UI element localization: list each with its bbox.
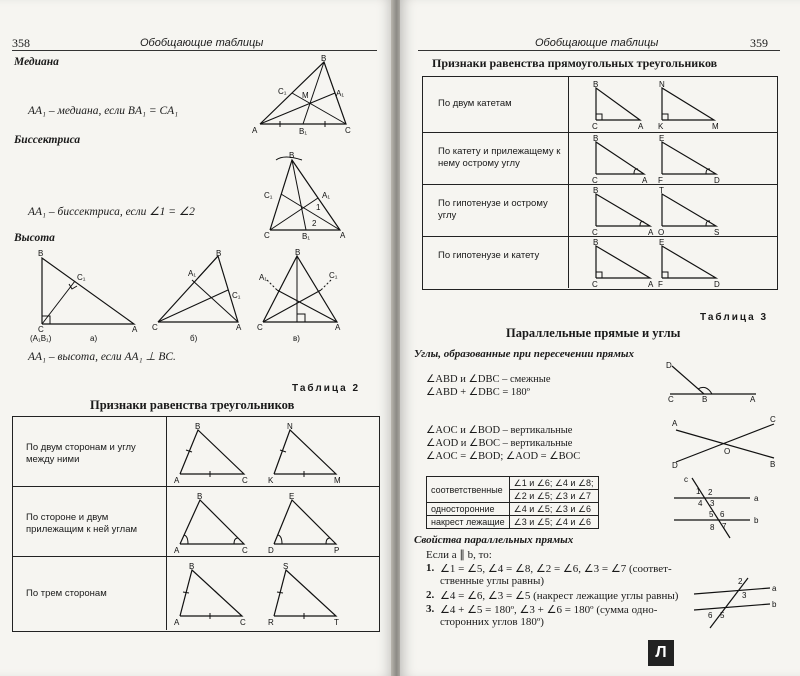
label-a1: A₁ bbox=[188, 269, 197, 278]
label-b: B bbox=[195, 422, 201, 431]
angle-type: односторонние bbox=[427, 503, 510, 516]
label-b: B bbox=[593, 134, 599, 143]
label-a1b1: (A₁B₁) bbox=[30, 334, 52, 343]
label-c: C bbox=[152, 323, 158, 332]
label-b: B bbox=[189, 562, 195, 571]
label-d: D bbox=[714, 176, 720, 185]
vertical-line2: ∠AOD и ∠BOC – вертикальные bbox=[426, 438, 573, 449]
table2-row1-figure bbox=[172, 420, 372, 486]
left-page bbox=[0, 0, 393, 676]
table-row bbox=[427, 516, 599, 529]
property-1-cont: ственные углы равны) bbox=[440, 575, 545, 587]
altitude-figure-a bbox=[28, 250, 143, 345]
label-c1: C₁ bbox=[232, 291, 241, 300]
label-k: K bbox=[658, 122, 664, 131]
table2-label: Таблица 2 bbox=[292, 383, 361, 394]
label-s: S bbox=[714, 228, 720, 237]
label-n: N bbox=[287, 422, 293, 431]
median-figure bbox=[250, 56, 360, 136]
label-2: 2 bbox=[312, 219, 317, 228]
label-m: M bbox=[334, 476, 341, 485]
bisector-figure bbox=[262, 150, 352, 240]
label-a: A bbox=[340, 231, 346, 240]
table2-row2-figure bbox=[172, 490, 372, 556]
label-c: C bbox=[38, 325, 44, 334]
label-b: B bbox=[197, 492, 203, 501]
label-c1: C₁ bbox=[329, 271, 338, 280]
label-k: K bbox=[268, 476, 274, 485]
altitude-heading: Высота bbox=[14, 232, 55, 244]
label-p: P bbox=[334, 546, 340, 555]
label-a: a bbox=[772, 584, 777, 593]
label-b1: B₁ bbox=[302, 232, 311, 241]
publisher-logo: Л bbox=[648, 640, 674, 666]
parallel-lines-figure bbox=[690, 574, 780, 634]
right-triangles-title: Признаки равенства прямоугольных треугольников bbox=[432, 56, 718, 70]
label-2: 2 bbox=[738, 577, 743, 586]
label-a1: A₁ bbox=[336, 89, 345, 98]
header-rule-right bbox=[418, 50, 780, 51]
label-r: R bbox=[268, 618, 274, 627]
label-c: C bbox=[668, 395, 674, 404]
label-b: B bbox=[38, 249, 44, 258]
label-a: A bbox=[174, 546, 180, 555]
label-c: C bbox=[592, 228, 598, 237]
label-m: M bbox=[712, 122, 719, 131]
label-b1: B₁ bbox=[299, 127, 308, 136]
label-8: 8 bbox=[710, 523, 715, 532]
label-c: C bbox=[242, 476, 248, 485]
bisector-formula: AA₁ – биссектриса, если ∠1 = ∠2 bbox=[28, 206, 195, 218]
property-2-text: ∠4 = ∠6, ∠3 = ∠5 (накрест лежащие углы равны) bbox=[440, 590, 679, 602]
label-a: A bbox=[236, 323, 242, 332]
label-c1: C₁ bbox=[77, 273, 86, 282]
label-t: T bbox=[659, 186, 664, 195]
label-n: N bbox=[659, 80, 665, 89]
bisector-heading: Биссектриса bbox=[14, 134, 81, 146]
label-s: S bbox=[283, 562, 289, 571]
angle-pairs: ∠3 и ∠5; ∠4 и ∠6 bbox=[509, 516, 598, 529]
adjacent-line1: ∠ABD и ∠DBC – смежные bbox=[426, 374, 551, 385]
label-b: B bbox=[593, 238, 599, 247]
label-m: M bbox=[302, 91, 309, 100]
sub-label-a: а) bbox=[90, 334, 98, 343]
properties-heading: Свойства параллельных прямых bbox=[414, 534, 574, 546]
table2-row3-label: По трем сторонам bbox=[26, 588, 107, 599]
label-f: F bbox=[658, 280, 663, 289]
label-a: A bbox=[672, 419, 678, 428]
rt-row1-figure bbox=[574, 80, 774, 132]
vertical-angles-figure bbox=[670, 412, 780, 468]
label-c: C bbox=[592, 280, 598, 289]
label-6: 6 bbox=[708, 611, 713, 620]
table3-label: Таблица 3 bbox=[700, 312, 769, 323]
property-3-text: ∠4 + ∠5 = 180º, ∠3 + ∠6 = 180º (сумма одно- bbox=[440, 604, 658, 616]
label-a: A bbox=[638, 122, 644, 131]
table3-title: Параллельные прямые и углы bbox=[506, 326, 681, 340]
label-c: C bbox=[264, 231, 270, 240]
property-3-cont: сторонних углов 180º) bbox=[440, 616, 544, 628]
label-o: O bbox=[658, 228, 665, 237]
angle-pairs-table bbox=[426, 476, 599, 529]
label-a: A bbox=[132, 325, 138, 334]
label-o: O bbox=[724, 447, 731, 456]
label-a: A bbox=[642, 176, 648, 185]
label-c1: C₁ bbox=[278, 87, 287, 96]
sub-label-c: в) bbox=[293, 334, 300, 343]
angle-pairs: ∠1 и ∠6; ∠4 и ∠8; bbox=[509, 477, 598, 490]
table2-row2-label: По стороне и двум прилежащим к ней углам bbox=[26, 512, 138, 535]
properties-intro: Если a ∥ b, то: bbox=[426, 549, 492, 561]
label-a1: A₁ bbox=[259, 273, 268, 282]
label-c: C bbox=[592, 122, 598, 131]
label-a: A bbox=[252, 126, 258, 135]
property-2-number: 2. bbox=[426, 589, 435, 601]
running-head-left: Обобщающие таблицы bbox=[140, 37, 264, 49]
rt-row3-label: По гипотенузе и острому углу bbox=[438, 198, 548, 221]
label-b: B bbox=[593, 186, 599, 195]
label-3: 3 bbox=[742, 591, 747, 600]
table2-title: Признаки равенства треугольников bbox=[90, 398, 295, 412]
table2-row1-label: По двум сторонам и углу между ними bbox=[26, 442, 136, 465]
label-b: B bbox=[321, 54, 327, 63]
sub-label-b: б) bbox=[190, 334, 198, 343]
label-b: b bbox=[772, 600, 777, 609]
label-a: A bbox=[174, 476, 180, 485]
label-a: A bbox=[335, 323, 341, 332]
angles-heading: Углы, образованные при пересечении прямых bbox=[414, 348, 635, 360]
rt-row2-label: По катету и прилежащему к нему острому углу bbox=[438, 146, 561, 169]
label-c: C bbox=[345, 126, 351, 135]
transversal-figure bbox=[670, 474, 770, 540]
right-page bbox=[400, 0, 800, 676]
label-a: A bbox=[174, 618, 180, 627]
label-a: A bbox=[648, 228, 654, 237]
label-c: c bbox=[684, 475, 688, 484]
label-c: C bbox=[242, 546, 248, 555]
label-6: 6 bbox=[720, 510, 725, 519]
label-1: 1 bbox=[696, 487, 701, 496]
label-b: B bbox=[216, 249, 222, 258]
label-e: E bbox=[659, 134, 665, 143]
table-row bbox=[427, 503, 599, 516]
vertical-line3: ∠AOC = ∠BOD; ∠AOD = ∠BOC bbox=[426, 451, 581, 462]
angle-pairs: ∠4 и ∠5; ∠3 и ∠6 bbox=[509, 503, 598, 516]
label-1: 1 bbox=[316, 203, 321, 212]
rt-row4-figure bbox=[574, 238, 774, 288]
property-1-text: ∠1 = ∠5, ∠4 = ∠8, ∠2 = ∠6, ∠3 = ∠7 (соответ- bbox=[440, 563, 672, 575]
label-b: B bbox=[289, 151, 295, 160]
label-e: E bbox=[289, 492, 295, 501]
label-c: C bbox=[592, 176, 598, 185]
label-3: 3 bbox=[710, 499, 715, 508]
property-3-number: 3. bbox=[426, 603, 435, 615]
label-e: E bbox=[659, 238, 665, 247]
angle-type: накрест лежащие bbox=[427, 516, 510, 529]
label-c: C bbox=[770, 415, 776, 424]
label-a: a bbox=[754, 494, 759, 503]
label-b: b bbox=[754, 516, 759, 525]
altitude-figure-c bbox=[255, 250, 350, 345]
label-a1: A₁ bbox=[322, 191, 331, 200]
label-2: 2 bbox=[708, 488, 713, 497]
label-4: 4 bbox=[698, 499, 703, 508]
rt-row3-figure bbox=[574, 186, 774, 236]
label-b: B bbox=[295, 248, 301, 257]
label-d: D bbox=[666, 361, 672, 370]
median-heading: Медиана bbox=[14, 56, 59, 68]
label-b: B bbox=[702, 395, 708, 404]
label-d: D bbox=[672, 461, 678, 470]
angle-pairs: ∠2 и ∠5; ∠3 и ∠7 bbox=[509, 490, 598, 503]
page-number-right: 359 bbox=[750, 36, 768, 50]
label-a: A bbox=[750, 395, 756, 404]
running-head-right: Обобщающие таблицы bbox=[535, 37, 659, 49]
label-f: F bbox=[658, 176, 663, 185]
label-7: 7 bbox=[722, 522, 727, 531]
label-d: D bbox=[714, 280, 720, 289]
adjacent-angles-figure bbox=[660, 358, 770, 403]
angle-type: соответственные bbox=[427, 477, 510, 503]
vertical-line1: ∠AOC и ∠BOD – вертикальные bbox=[426, 425, 573, 436]
header-rule-left bbox=[12, 50, 377, 51]
median-formula: AA₁ – медиана, если BA₁ = CA₁ bbox=[28, 105, 179, 117]
rt-row2-figure bbox=[574, 134, 774, 184]
label-b: B bbox=[593, 80, 599, 89]
altitude-figure-b bbox=[150, 250, 250, 345]
rt-row4-label: По гипотенузе и катету bbox=[438, 250, 540, 261]
table-row bbox=[427, 477, 599, 490]
label-c: C bbox=[257, 323, 263, 332]
adjacent-line2: ∠ABD + ∠DBC = 180º bbox=[426, 387, 530, 398]
label-a: A bbox=[648, 280, 654, 289]
altitude-formula: AA₁ – высота, если AA₁ ⊥ BC. bbox=[28, 351, 176, 363]
label-d: D bbox=[268, 546, 274, 555]
rt-row1-label: По двум катетам bbox=[438, 98, 512, 109]
label-b: B bbox=[770, 460, 776, 469]
property-1-number: 1. bbox=[426, 562, 435, 574]
label-t: T bbox=[334, 618, 339, 627]
page-number-left: 358 bbox=[12, 36, 30, 50]
label-5: 5 bbox=[709, 510, 714, 519]
label-5: 5 bbox=[720, 611, 725, 620]
table2-row3-figure bbox=[172, 560, 372, 628]
label-c1: C₁ bbox=[264, 191, 273, 200]
label-c: C bbox=[240, 618, 246, 627]
